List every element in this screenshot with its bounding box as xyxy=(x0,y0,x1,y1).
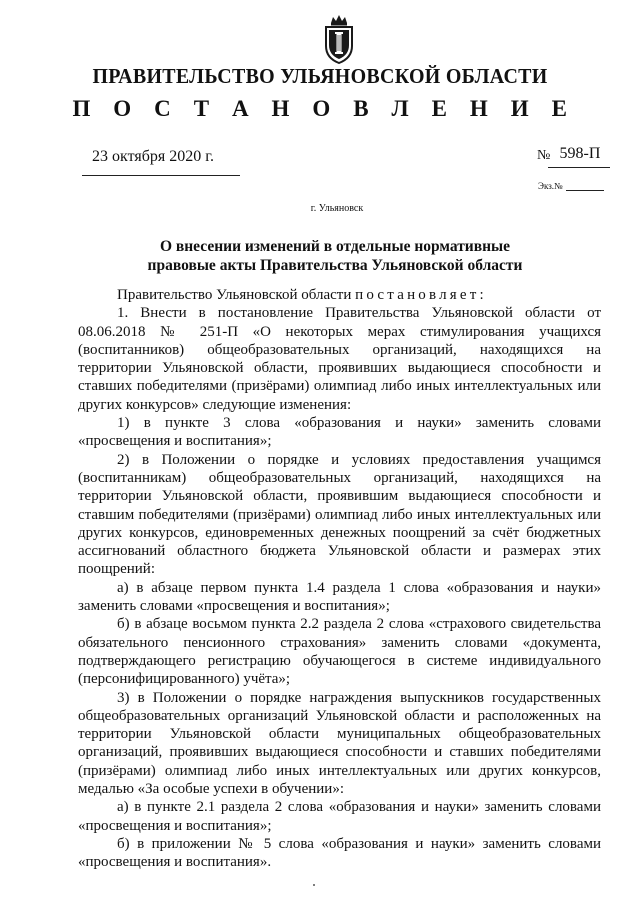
body-paragraph: а) в абзаце первом пункта 1.4 раздела 1 слова «образования и науки» заменить словами «просвещения и воспитания»; xyxy=(78,579,601,615)
copy-number-line xyxy=(566,190,604,191)
document-subject xyxy=(120,237,550,275)
body-paragraph: а) в пункте 2.1 раздела 2 слова «образования и науки» заменить словами «просвещения и воспитания»; xyxy=(78,799,601,834)
number-underline xyxy=(548,167,610,168)
document-date: 23 октября 2020 г. xyxy=(92,148,214,165)
subject-line-2: правовые акты Правительства Ульяновской области xyxy=(147,257,523,274)
body-paragraph: б) в приложении № 5 слова «образования и науки» заменить словами «просвещения и воспитания». xyxy=(78,835,601,871)
body-paragraph: 2) в Положении о порядке и условиях предоставления учащимся (воспитанникам) общеобразовательных организаций, находящихся на территории Ульяновской области, проявившим выдающиеся способности и ставшим победителями (призёрами) олимпиад либо иных интеллектуальных или других конкурсов, единовременных денежных поощрений за счёт бюджетных ассигнований областного бюджета Ульяновской области и размерах этих поощрений: xyxy=(78,451,601,578)
document-number: 598-П xyxy=(559,145,601,162)
document-body xyxy=(78,286,601,872)
body-paragraph: 1. Внести в постановление Правительства Ульяновской области от 08.06.2018 № 251-П «О некоторых мерах стимулирования учащихся (воспитанников) общеобразовательных организаций, находящихся на территории Ульяновской области, проявивших выдающиеся способности и ставших победителями (призёрами) олимпиад либо иных интеллектуальных или других конкурсов» следующие изменения: xyxy=(78,305,601,413)
intro-decree-word: постановляет xyxy=(355,287,480,303)
city-label: г. Ульяновск xyxy=(310,203,364,214)
number-sign: № xyxy=(537,148,551,163)
intro-suffix: : xyxy=(479,287,484,303)
body-paragraph: 1) в пункте 3 слова «образования и науки» заменить словами «просвещения и воспитания»; xyxy=(78,415,601,450)
government-title: ПРАВИТЕЛЬСТВО УЛЬЯНОВСКОЙ ОБЛАСТИ xyxy=(92,64,548,88)
date-underline xyxy=(82,175,240,176)
intro-paragraph xyxy=(78,286,601,304)
coat-of-arms-icon xyxy=(322,14,356,64)
copy-number-label: Экз.№ xyxy=(538,181,563,191)
document-type-heading: П О С Т А Н О В Л Е Н И Е xyxy=(72,96,576,121)
page-mark xyxy=(313,884,315,886)
intro-prefix: Правительство Ульяновской области xyxy=(117,287,356,303)
body-paragraph: 3) в Положении о порядке награждения выпускников государственных общеобразовательных организаций Ульяновской области и расположенных на территории Ульяновской области муниципальных общеобразовательных организаций, проявивших выдающиеся способности и ставших победителями (призёрами) олимпиад либо иных интеллектуальных или других конкурсов, медалью «За особые успехи в обучении»: xyxy=(78,689,601,798)
subject-line-1: О внесении изменений в отдельные нормативные xyxy=(159,238,511,255)
body-paragraph: б) в абзаце восьмом пункта 2.2 раздела 2 слова «страхового свидетельства обязательного пенсионного страхования» заменить словами «документа, подтверждающего регистрацию обучающегося в системе индивидуального (персонифицированного) учёта»; xyxy=(78,616,601,688)
